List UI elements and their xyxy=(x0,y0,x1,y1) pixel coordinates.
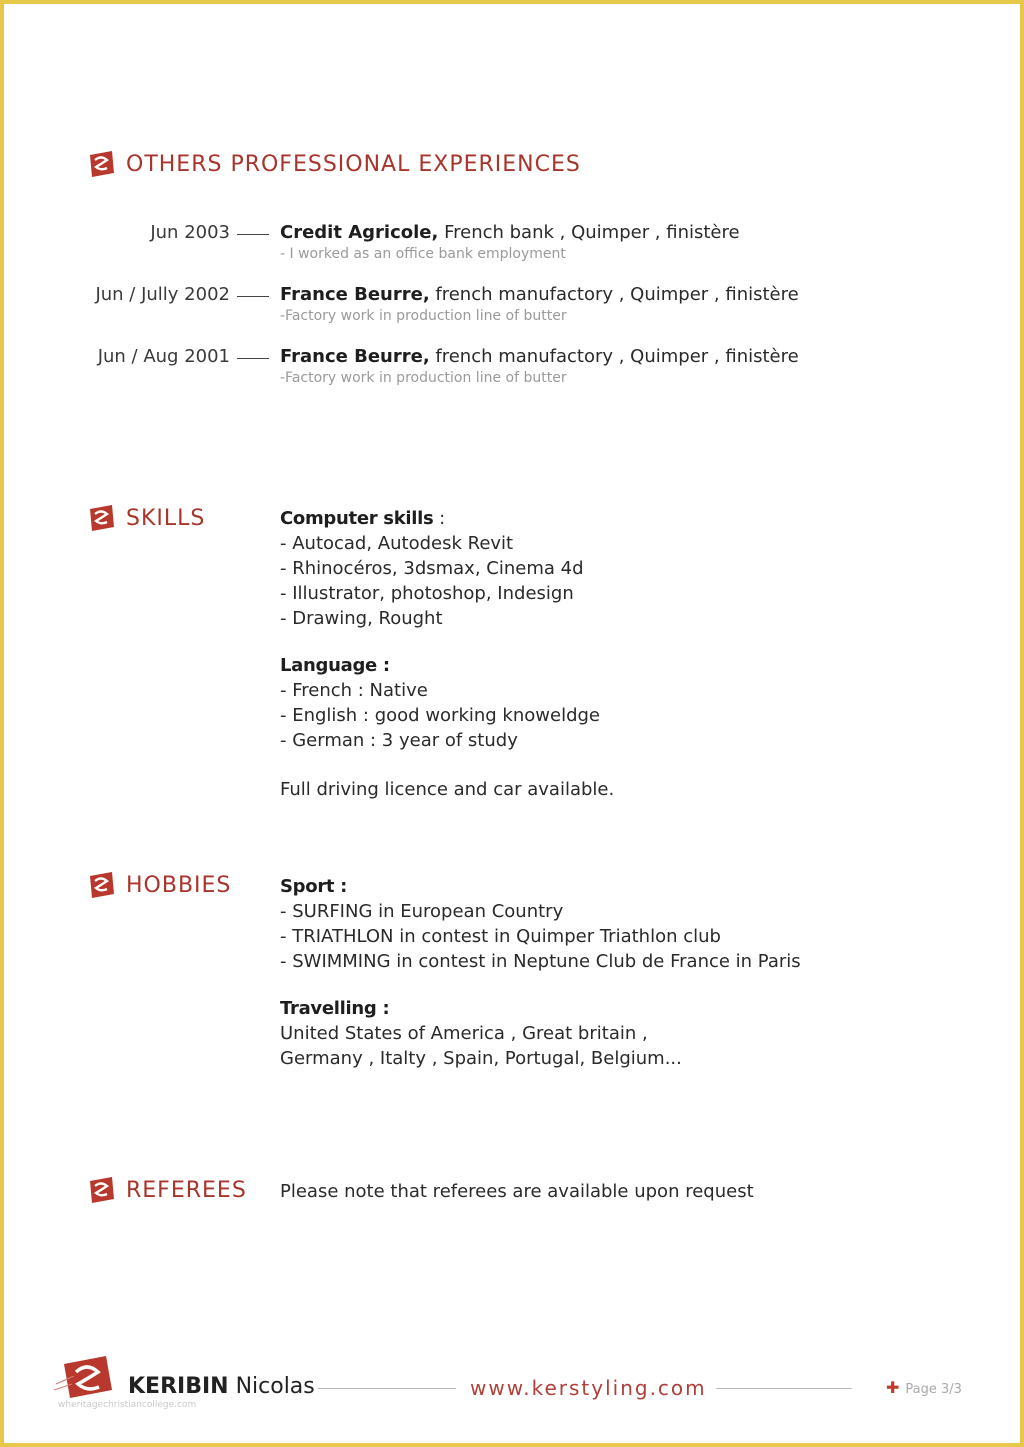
experience-row xyxy=(4,284,1020,328)
experience-description: -Factory work in production line of butter xyxy=(280,308,567,324)
experience-detail: French bank , Quimper , finistère xyxy=(438,222,740,243)
skills-section-header xyxy=(86,503,205,533)
experience-date: Jun 2003 xyxy=(150,222,230,243)
skills-block xyxy=(280,506,614,802)
referees-section-header xyxy=(86,1175,247,1205)
footer-divider xyxy=(716,1388,852,1389)
skill-item: - Rhinocéros, 3dsmax, Cinema 4d xyxy=(280,558,584,579)
hobbies-title: HOBBIES xyxy=(126,872,232,898)
skills-title: SKILLS xyxy=(126,505,206,531)
hobbies-block xyxy=(280,874,801,1071)
experience-title-line xyxy=(280,284,799,305)
hobbies-section-header xyxy=(86,870,231,900)
driving-licence: Full driving licence and car available. xyxy=(280,779,615,800)
travel-item: Germany , Italty , Spain, Portugal, Belgium... xyxy=(280,1048,682,1069)
experience-detail: french manufactory , Quimper , finistère xyxy=(429,284,799,305)
experience-detail: french manufactory , Quimper , finistère xyxy=(429,346,799,367)
ks-logo-icon xyxy=(86,1175,116,1205)
ks-logo-icon xyxy=(86,503,116,533)
footer-divider xyxy=(318,1388,456,1389)
sport-item: - SWIMMING in contest in Neptune Club de France in Paris xyxy=(280,951,801,972)
experience-row xyxy=(4,222,1020,266)
ks-logo-icon xyxy=(86,149,116,179)
experience-connector xyxy=(237,358,269,359)
travel-item: United States of America , Great britain , xyxy=(280,1023,648,1044)
language-item: - English : good working knoweldge xyxy=(280,705,601,726)
experience-row xyxy=(4,346,1020,390)
footer-website-link[interactable]: www.kerstyling.com xyxy=(470,1376,707,1400)
experience-connector xyxy=(237,234,269,235)
skill-item: - Illustrator, photoshop, Indesign xyxy=(280,583,574,604)
experience-title-line xyxy=(280,222,740,243)
footer-surname: KERIBIN xyxy=(128,1374,229,1399)
travel-heading: Travelling : xyxy=(280,998,390,1019)
referees-block xyxy=(280,1179,754,1204)
experience-date: Jun / Aug 2001 xyxy=(97,346,230,367)
footer-name xyxy=(128,1374,315,1399)
language-item: - French : Native xyxy=(280,680,428,701)
experience-date: Jun / Jully 2002 xyxy=(95,284,230,305)
referees-text: Please note that referees are available upon request xyxy=(280,1181,754,1202)
referees-title: REFEREES xyxy=(126,1177,247,1203)
experience-company: Credit Agricole, xyxy=(280,222,439,243)
experience-section-header xyxy=(86,149,581,179)
skill-item: - Autocad, Autodesk Revit xyxy=(280,533,514,554)
computer-skills-heading: Computer skills : xyxy=(280,508,446,529)
footer xyxy=(4,1354,1020,1414)
skill-item: - Drawing, Rought xyxy=(280,608,443,629)
language-heading: Language : xyxy=(280,655,390,676)
sport-item: - SURFING in European Country xyxy=(280,901,564,922)
plus-icon: ✚ xyxy=(886,1378,900,1397)
language-item: - German : 3 year of study xyxy=(280,730,518,751)
experience-title: OTHERS PROFESSIONAL EXPERIENCES xyxy=(126,151,581,177)
sport-item: - TRIATHLON in contest in Quimper Triathlon club xyxy=(280,926,721,947)
sport-heading: Sport : xyxy=(280,876,348,897)
footer-page-number: ✚ Page 3/3 xyxy=(886,1378,962,1397)
resume-page xyxy=(4,4,1020,1443)
experience-connector xyxy=(237,296,269,297)
ks-footer-logo-icon xyxy=(54,1354,116,1400)
experience-description: -Factory work in production line of butter xyxy=(280,370,567,386)
experience-title-line xyxy=(280,346,799,367)
footer-firstname: Nicolas xyxy=(228,1374,315,1399)
experience-company: France Beurre, xyxy=(280,346,430,367)
experience-company: France Beurre, xyxy=(280,284,430,305)
watermark: wheritagechristiancollege.com xyxy=(58,1400,197,1410)
experience-description: - I worked as an office bank employment xyxy=(280,246,566,262)
ks-logo-icon xyxy=(86,870,116,900)
